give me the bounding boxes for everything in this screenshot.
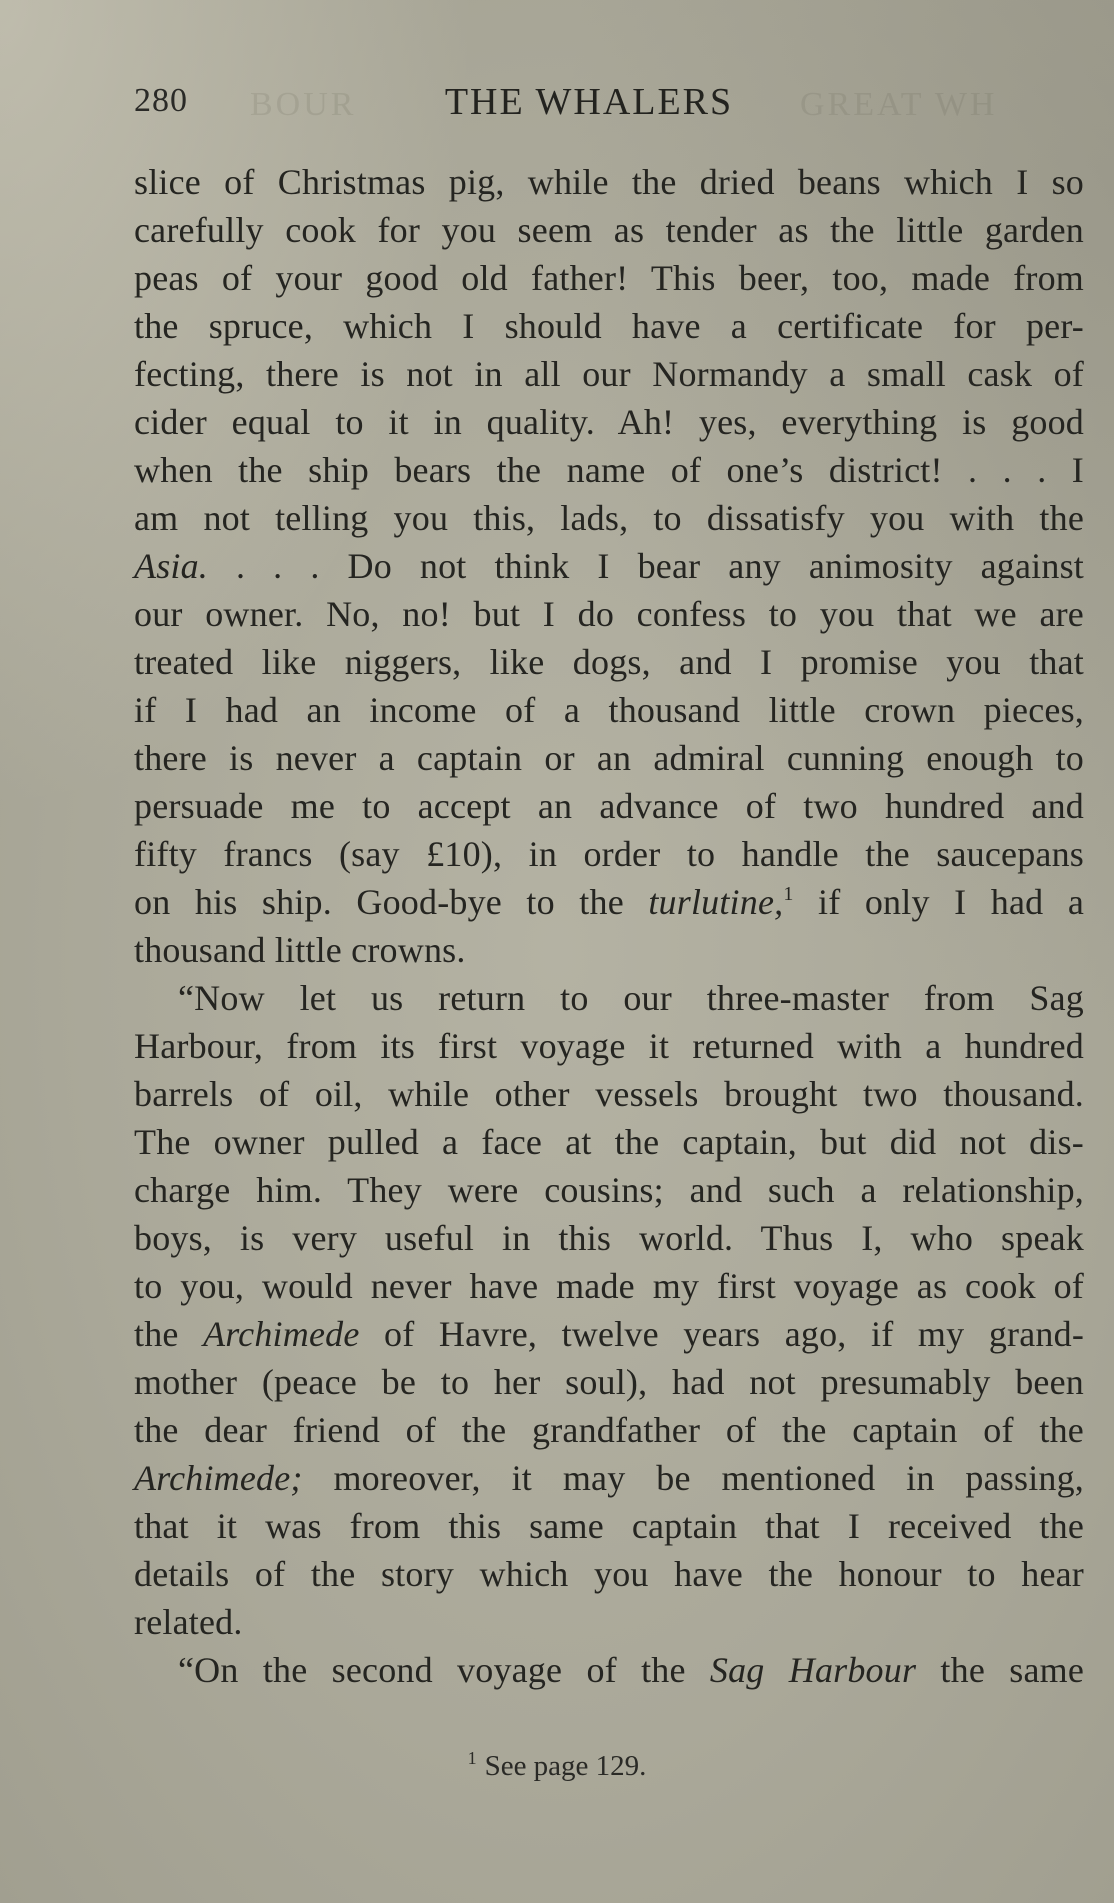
text-line [134,1406,1084,1454]
text-line [134,254,1084,302]
text-line [134,158,1084,206]
text-line [134,494,1084,542]
text-run: peas of your good old father! This beer, too, made from [134,258,1084,298]
text-run: thousand little crowns. [134,930,466,970]
text-line [134,1646,1084,1694]
text-line [134,734,1084,782]
show-through-text-right: GREAT WH [800,86,998,123]
text-line [134,1214,1084,1262]
text-run: the [134,1314,204,1354]
text-line [134,1262,1084,1310]
show-through-text-left: BOUR [250,86,357,123]
text-line [134,398,1084,446]
footnote-text: See page 129. [484,1750,647,1782]
text-line [134,206,1084,254]
text-run: Harbour, from its first voyage it returned with a hundred [134,1026,1084,1066]
text-run: if I had an income of a thousand little crown pieces, [134,690,1084,730]
text-line [134,542,1084,590]
italic-text: Archimede [203,1314,360,1354]
text-line [134,1022,1084,1070]
text-run: our owner. No, no! but I do confess to you that we are [134,594,1084,634]
text-run: treated like niggers, like dogs, and I promise you that [134,642,1084,682]
text-line [134,590,1084,638]
body-text [134,158,1084,1694]
text-line [134,926,1084,974]
page-number: 280 [134,82,188,119]
text-run: The owner pulled a face at the captain, but did not dis- [134,1122,1084,1162]
text-line [134,1166,1084,1214]
text-line [134,1358,1084,1406]
text-run: mother (peace be to her soul), had not presumably been [134,1362,1084,1402]
text-run: details of the story which you have the honour to hear [134,1554,1084,1594]
text-run: barrels of oil, while other vessels brought two thousand. [134,1074,1084,1114]
text-run: charge him. They were cousins; and such a relationship, [134,1170,1084,1210]
text-run: of Havre, twelve years ago, if my grand- [359,1314,1085,1354]
text-run: the spruce, which I should have a certificate for per- [134,306,1084,346]
text-run: if only I had a [793,882,1084,922]
text-line [134,302,1084,350]
text-line [134,1502,1084,1550]
footnote [0,1748,1114,1783]
text-line [134,1310,1084,1358]
text-run: am not telling you this, lads, to dissatisfy you with the [134,498,1084,538]
text-run: on his ship. Good-bye to the [134,882,649,922]
text-run: fifty francs (say £10), in order to handle the saucepans [134,834,1084,874]
text-line [134,350,1084,398]
text-line [134,830,1084,878]
text-run: . . . Do not think I bear any animosity against [208,546,1084,586]
text-line [134,638,1084,686]
text-run: there is never a captain or an admiral cunning enough to [134,738,1084,778]
text-run: to you, would never have made my first voyage as cook of [134,1266,1084,1306]
text-run: moreover, it may be mentioned in passing, [302,1458,1084,1498]
text-run: carefully cook for you seem as tender as the little garden [134,210,1084,250]
italic-text: Archimede; [134,1458,303,1498]
text-line [134,1598,1084,1646]
text-run: related. [134,1602,243,1642]
italic-text: Sag Harbour [709,1650,917,1690]
text-line [134,686,1084,734]
text-run: “Now let us return to our three-master from Sag [178,978,1084,1018]
text-run: cider equal to it in quality. Ah! yes, everything is good [134,402,1084,442]
text-line [134,1550,1084,1598]
text-line [134,1118,1084,1166]
text-line [134,782,1084,830]
text-run: fecting, there is not in all our Normandy a small cask of [134,354,1084,394]
text-line [134,878,1084,926]
text-run: the dear friend of the grandfather of the captain of the [134,1410,1084,1450]
text-run: persuade me to accept an advance of two hundred and [134,786,1084,826]
running-title: THE WHALERS [444,81,734,123]
text-run: that it was from this same captain that I received the [134,1506,1084,1546]
footnote-marker: 1 [467,1748,477,1768]
text-run: when the ship bears the name of one’s district! . . . I [134,450,1084,490]
text-line [134,974,1084,1022]
text-run: “On the second voyage of the [178,1650,710,1690]
italic-text: Asia. [134,546,209,586]
text-run: boys, is very useful in this world. Thus I, who speak [134,1218,1084,1258]
text-line [134,1454,1084,1502]
running-head [134,80,1074,130]
text-line [134,1070,1084,1118]
text-run: slice of Christmas pig, while the dried beans which I so [134,162,1084,202]
text-run: the same [916,1650,1085,1690]
text-line [134,446,1084,494]
italic-text: turlutine, [648,882,784,922]
footnote-reference: 1 [783,883,794,905]
